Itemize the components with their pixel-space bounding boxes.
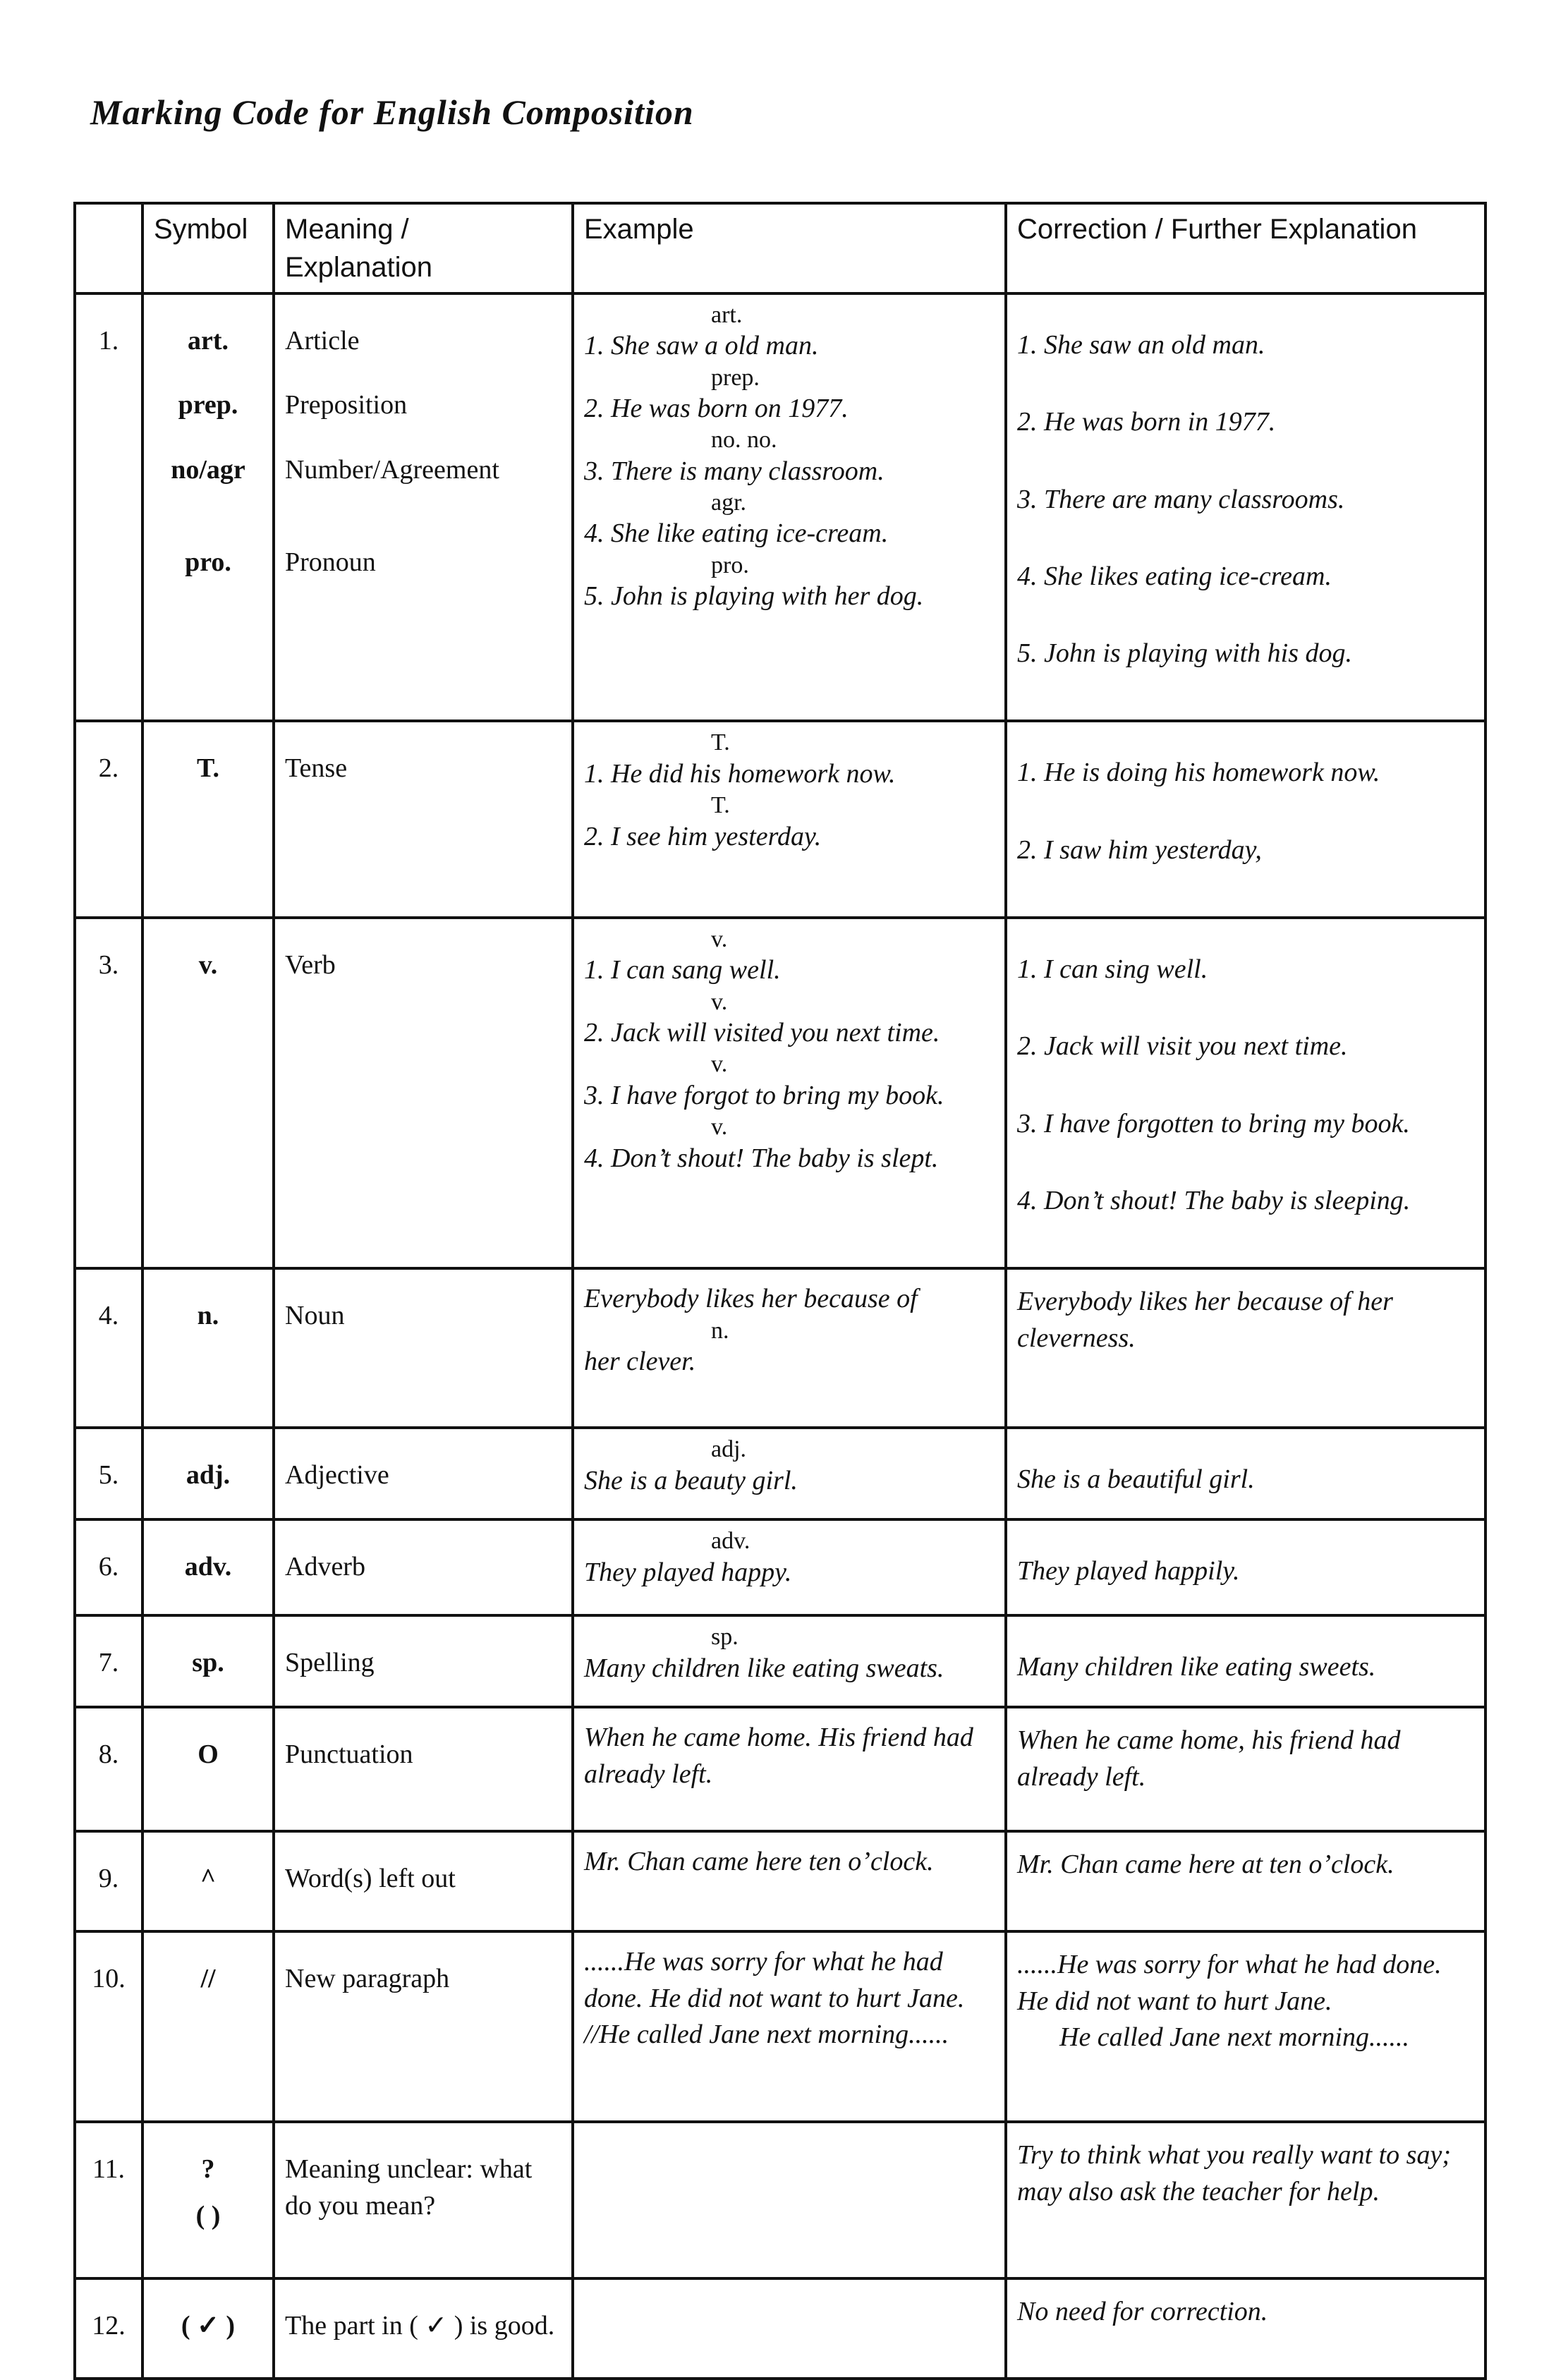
meaning-cell — [274, 918, 573, 1268]
header-meaning: Meaning / Explanation — [274, 203, 573, 293]
correction-sentence: Many children like eating sweets. — [1017, 1652, 1376, 1682]
table-row — [75, 721, 1485, 918]
symbol-cell — [142, 918, 274, 1268]
example-sentence: When he came home. His friend had already left. — [584, 1723, 973, 1789]
symbol-cell — [142, 1831, 274, 1931]
symbol-cell — [142, 1268, 274, 1428]
meaning-cell — [274, 1707, 573, 1831]
example-sentence: 3. There is many classroom. — [584, 456, 885, 486]
meaning: The part in ( ✓ ) is good. — [285, 2311, 555, 2341]
correction-mark: adj. — [711, 1436, 747, 1463]
correction-sentence: 2. He was born in 1977. — [1017, 407, 1276, 437]
example-cell — [573, 2122, 1006, 2278]
header-example: Example — [573, 203, 1006, 293]
symbol: ( ) — [195, 2200, 221, 2230]
meaning-cell — [274, 2278, 573, 2379]
correction-mark: no. no. — [711, 427, 777, 454]
correction-mark: v. — [711, 988, 728, 1015]
meaning: Spelling — [285, 1648, 375, 1678]
row-number: 3. — [75, 918, 142, 1268]
example-cell — [573, 1428, 1006, 1519]
correction-sentence: 1. She saw an old man. — [1017, 330, 1265, 360]
symbol-cell — [142, 293, 274, 721]
example-sentence: Many children like eating sweats. — [584, 1653, 944, 1683]
row-number: 12. — [75, 2278, 142, 2379]
meaning: Word(s) left out — [285, 1864, 456, 1894]
meaning-cell — [274, 1831, 573, 1931]
correction-cell — [1006, 1428, 1485, 1519]
example-sentence: 2. I see him yesterday. — [584, 821, 822, 851]
symbol-cell — [142, 1615, 274, 1707]
symbol: T. — [196, 753, 220, 784]
symbol: O — [197, 1740, 219, 1770]
example-cell — [573, 2278, 1006, 2379]
symbol-cell — [142, 2278, 274, 2379]
meaning: Adverb — [285, 1552, 365, 1582]
correction-mark: agr. — [711, 490, 747, 516]
example-cell — [573, 918, 1006, 1268]
correction-sentence: ......He was sorry for what he had done. He did not want to hurt Jane. — [1017, 1950, 1442, 2016]
correction-sentence: When he came home, his friend had already left. — [1017, 1725, 1401, 1792]
meaning-cell — [274, 293, 573, 721]
correction-mark: T. — [711, 729, 730, 756]
meaning: Number/Agreement — [285, 454, 499, 485]
row-number: 7. — [75, 1615, 142, 1707]
example-cell — [573, 293, 1006, 721]
example-cell — [573, 1268, 1006, 1428]
meaning-cell — [274, 1268, 573, 1428]
header-number — [75, 203, 142, 293]
row-number: 1. — [75, 293, 142, 721]
meaning-cell — [274, 2122, 573, 2278]
correction-cell — [1006, 1519, 1485, 1615]
example-sentence: her clever. — [584, 1346, 696, 1376]
correction-sentence: 1. I can sing well. — [1017, 954, 1208, 985]
correction-cell — [1006, 2122, 1485, 2278]
symbol: // — [200, 1964, 216, 1994]
correction-sentence: 2. Jack will visit you next time. — [1017, 1031, 1348, 1062]
correction-mark: v. — [711, 926, 728, 953]
table-row — [75, 1931, 1485, 2122]
row-number: 10. — [75, 1931, 142, 2122]
row-number: 9. — [75, 1831, 142, 1931]
row-number: 5. — [75, 1428, 142, 1519]
correction-mark: pro. — [711, 552, 749, 578]
correction-cell — [1006, 1931, 1485, 2122]
correction-mark: n. — [711, 1317, 729, 1344]
table-row — [75, 1707, 1485, 1831]
correction-cell — [1006, 1615, 1485, 1707]
header-correction: Correction / Further Explanation — [1006, 203, 1485, 293]
example-sentence: 3. I have forgot to bring my book. — [584, 1080, 944, 1110]
row-number: 6. — [75, 1519, 142, 1615]
meaning: Noun — [285, 1301, 345, 1331]
meaning-cell — [274, 1519, 573, 1615]
meaning: Tense — [285, 753, 348, 784]
symbol: n. — [197, 1301, 219, 1331]
header-row — [75, 203, 1485, 293]
marking-code-table — [73, 202, 1487, 2380]
example-sentence: Mr. Chan came here ten o’clock. — [584, 1847, 934, 1877]
example-cell — [573, 721, 1006, 918]
symbol: prep. — [178, 390, 238, 420]
table-row — [75, 1519, 1485, 1615]
symbol-cell — [142, 1707, 274, 1831]
meaning-cell — [274, 1428, 573, 1519]
correction-mark: T. — [711, 792, 730, 819]
example-sentence: 5. John is playing with her dog. — [584, 581, 924, 612]
correction-cell — [1006, 293, 1485, 721]
correction-sentence: 5. John is playing with his dog. — [1017, 638, 1352, 669]
meaning: Preposition — [285, 390, 408, 420]
symbol: adj. — [186, 1460, 231, 1490]
example-sentence: ......He was sorry for what he had done. He did not want to hurt Jane. //He called Jane next morning...... — [584, 1947, 965, 2049]
correction-mark: art. — [711, 302, 743, 328]
table-row — [75, 1428, 1485, 1519]
meaning: Adjective — [285, 1460, 389, 1490]
correction-sentence: 3. I have forgotten to bring my book. — [1017, 1108, 1410, 1139]
row-number: 8. — [75, 1707, 142, 1831]
symbol: pro. — [185, 547, 231, 577]
symbol: ? — [201, 2154, 215, 2185]
symbol-cell — [142, 1931, 274, 2122]
symbol: ( ✓ ) — [181, 2311, 236, 2341]
correction-cell — [1006, 721, 1485, 918]
symbol: v. — [198, 950, 218, 980]
correction-sentence: 1. He is doing his homework now. — [1017, 758, 1380, 788]
table-row — [75, 918, 1485, 1268]
symbol-cell — [142, 1519, 274, 1615]
example-sentence: 1. He did his homework now. — [584, 758, 896, 789]
symbol: ^ — [200, 1864, 217, 1894]
example-cell — [573, 1831, 1006, 1931]
correction-mark: v. — [711, 1114, 728, 1141]
page-title: Marking Code for English Composition — [90, 92, 694, 132]
example-sentence: 2. He was born on 1977. — [584, 394, 849, 424]
table-row — [75, 1615, 1485, 1707]
example-cell — [573, 1615, 1006, 1707]
meaning-cell — [274, 1615, 573, 1707]
correction-mark: adv. — [711, 1528, 750, 1555]
row-number: 11. — [75, 2122, 142, 2278]
correction-sentence: Try to think what you really want to say; may also ask the teacher for help. — [1017, 2140, 1451, 2206]
correction-sentence: Everybody likes her because of her cleverness. — [1017, 1287, 1393, 1353]
symbol-cell — [142, 1428, 274, 1519]
correction-mark: prep. — [711, 364, 760, 391]
symbol: adv. — [184, 1552, 232, 1582]
example-sentence: 4. She like eating ice-cream. — [584, 518, 889, 549]
correction-sentence: 3. There are many classrooms. — [1017, 484, 1345, 514]
example-cell — [573, 1707, 1006, 1831]
correction-sentence: She is a beautiful girl. — [1017, 1464, 1255, 1495]
correction-sentence: 4. She likes eating ice-cream. — [1017, 561, 1332, 591]
example-cell — [573, 1931, 1006, 2122]
correction-sentence: No need for correction. — [1017, 2297, 1268, 2327]
meaning: Article — [285, 326, 360, 356]
header-symbol: Symbol — [142, 203, 274, 293]
example-sentence: She is a beauty girl. — [584, 1465, 798, 1495]
symbol-cell — [142, 721, 274, 918]
example-sentence: They played happy. — [584, 1557, 792, 1587]
example-sentence: 1. I can sang well. — [584, 955, 781, 985]
correction-mark: v. — [711, 1051, 728, 1078]
correction-sentence: Mr. Chan came here at ten o’clock. — [1017, 1850, 1394, 1880]
table-row — [75, 2278, 1485, 2379]
symbol: sp. — [192, 1648, 224, 1678]
table-row — [75, 2122, 1485, 2278]
correction-mark: sp. — [711, 1624, 739, 1651]
correction-sentence: He called Jane next morning...... — [1059, 2022, 1409, 2052]
correction-cell — [1006, 2278, 1485, 2379]
meaning: Punctuation — [285, 1740, 413, 1770]
symbol: art. — [187, 326, 229, 356]
correction-sentence: They played happily. — [1017, 1556, 1240, 1586]
meaning-cell — [274, 1931, 573, 2122]
correction-cell — [1006, 918, 1485, 1268]
correction-cell — [1006, 1707, 1485, 1831]
table-row — [75, 1831, 1485, 1931]
example-sentence: 1. She saw a old man. — [584, 331, 819, 361]
example-sentence: Everybody likes her because of — [584, 1284, 918, 1314]
meaning: Pronoun — [285, 547, 376, 577]
meaning: Meaning unclear: what do you mean? — [285, 2154, 533, 2221]
row-number: 2. — [75, 721, 142, 918]
correction-sentence: 2. I saw him yesterday, — [1017, 834, 1262, 865]
table-row — [75, 1268, 1485, 1428]
symbol-cell — [142, 2122, 274, 2278]
table-row — [75, 293, 1485, 721]
correction-cell — [1006, 1831, 1485, 1931]
meaning-cell — [274, 721, 573, 918]
meaning: Verb — [285, 950, 336, 980]
example-sentence: 4. Don’t shout! The baby is slept. — [584, 1143, 939, 1173]
row-number: 4. — [75, 1268, 142, 1428]
correction-cell — [1006, 1268, 1485, 1428]
example-cell — [573, 1519, 1006, 1615]
example-sentence: 2. Jack will visited you next time. — [584, 1018, 940, 1048]
meaning: New paragraph — [285, 1964, 450, 1994]
correction-sentence: 4. Don’t shout! The baby is sleeping. — [1017, 1185, 1411, 1215]
symbol: no/agr — [171, 454, 245, 485]
table-body — [75, 293, 1485, 2379]
